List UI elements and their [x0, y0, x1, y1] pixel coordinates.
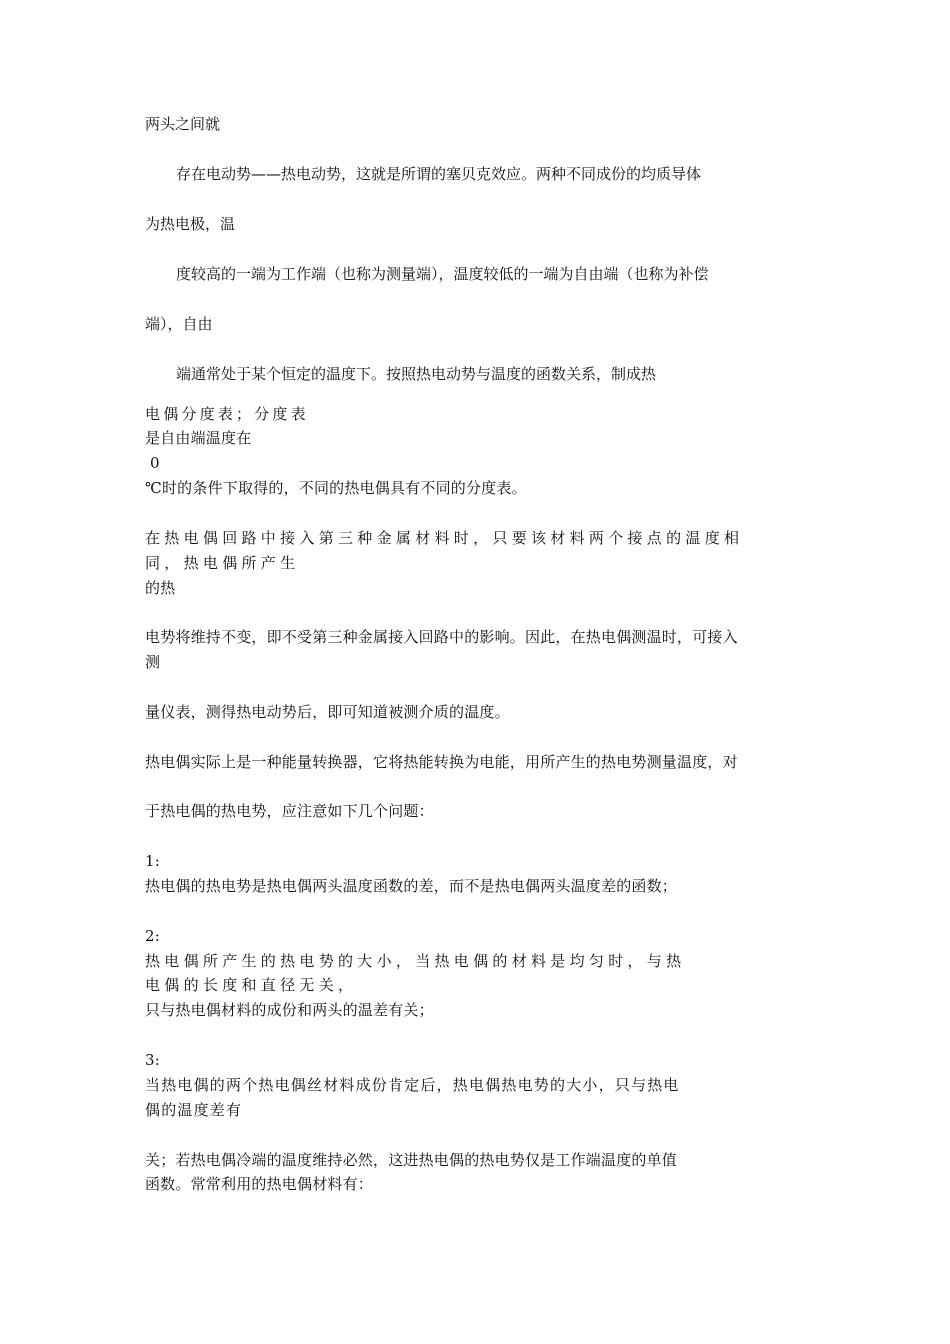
text-line: 电势将维持不变，即不受第三种金属接入回路中的影响。因此，在热电偶测温时，可接入 — [145, 628, 738, 646]
text-line: 测 — [145, 653, 161, 671]
text-line: 电偶分度表；分度表 — [145, 405, 309, 423]
text-line: 于热电偶的热电势，应注意如下几个问题： — [145, 802, 434, 820]
list-number: 1: — [145, 852, 160, 870]
text-line: 端），自由 — [145, 315, 213, 333]
text-line: 0 — [150, 454, 160, 472]
text-line: 量仪表，测得热电动势后，即可知道被测介质的温度。 — [145, 703, 510, 721]
text-line: 是自由端温度在 — [145, 429, 252, 447]
text-line: ℃时的条件下取得的，不同的热电偶具有不同的分度表。 — [145, 479, 527, 497]
text-line: 为热电极，温 — [145, 215, 236, 233]
text-line: 偶的温度差有 — [145, 1101, 243, 1119]
text-line: 函数。常常利用的热电偶材料有： — [145, 1175, 374, 1193]
text-line: 热电偶实际上是一种能量转换器，它将热能转换为电能，用所产生的热电势测量温度，对 — [145, 753, 738, 771]
text-line: 端通常处于某个恒定的温度下。按照热电动势与温度的函数关系，制成热 — [176, 365, 657, 383]
text-line: 电偶的长度和直径无关， — [145, 976, 358, 994]
text-line: 同，热电偶所产生 — [145, 554, 300, 572]
text-line: 只与热电偶材料的成份和两头的温差有关； — [145, 1001, 434, 1019]
text-line: 热电偶的热电势是热电偶两头温度函数的差，而不是热电偶两头温度差的函数； — [145, 877, 678, 895]
text-line: 在热电偶回路中接入第三种金属材料时，只要该材料两个接点的温度相 — [145, 529, 744, 547]
list-number: 2: — [145, 927, 160, 945]
text-line: 两头之间就 — [145, 115, 221, 133]
text-line: 存在电动势——热电动势，这就是所谓的塞贝克效应。两种不同成份的均质导体 — [176, 165, 702, 183]
text-line: 度较高的一端为工作端（也称为测量端），温度较低的一端为自由端（也称为补偿 — [176, 265, 709, 283]
text-line: 当热电偶的两个热电偶丝材料成份肯定后，热电偶热电势的大小，只与热电 — [145, 1076, 680, 1094]
text-line: 的热 — [145, 579, 176, 597]
list-number: 3: — [145, 1051, 160, 1069]
text-line: 热电偶所产生的热电势的大小，当热电偶的材料是均匀时，与热 — [145, 952, 686, 970]
text-line: 关；若热电偶冷端的温度维持必然，这进热电偶的热电势仅是工作端温度的单值 — [145, 1151, 678, 1169]
